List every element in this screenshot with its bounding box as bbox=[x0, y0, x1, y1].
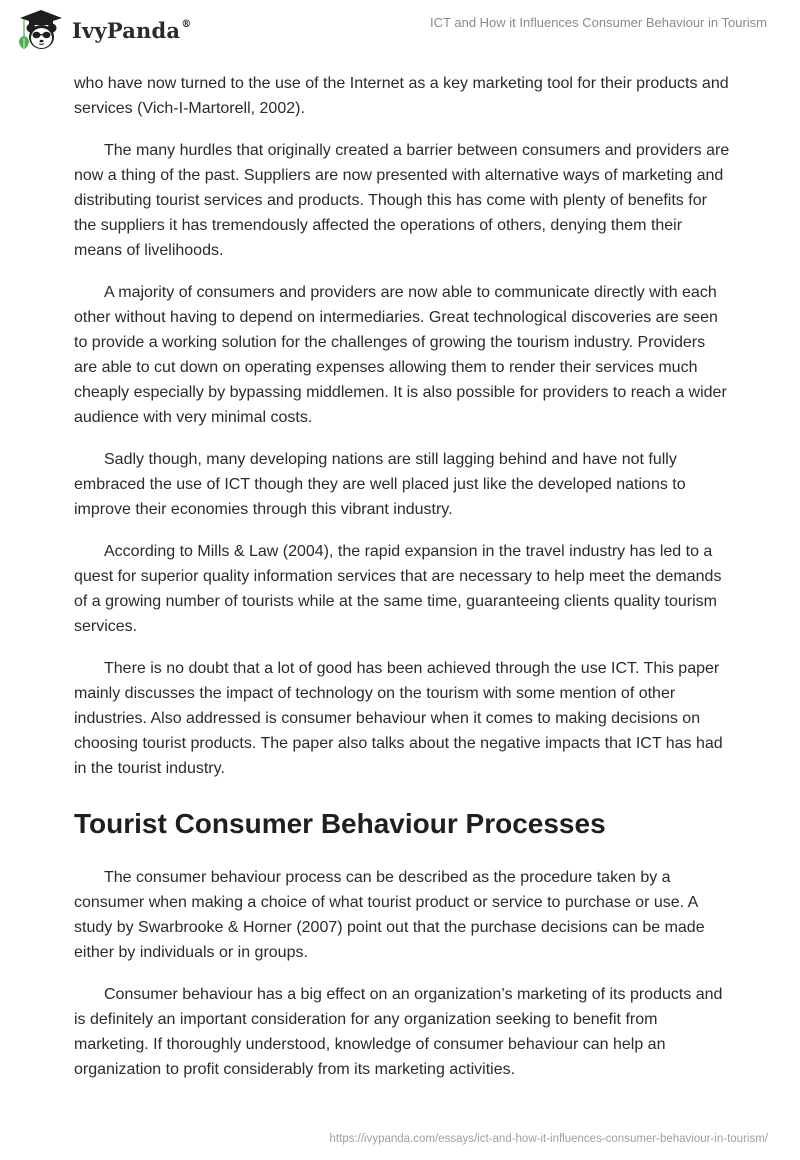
ivypanda-logo[interactable] bbox=[16, 7, 191, 53]
section-heading: Tourist Consumer Behaviour Processes bbox=[74, 808, 606, 839]
paragraph: There is no doubt that a lot of good has been achieved through the use ICT. This paper mainly discusses the impact of technology on the tourism with some mention of other industries. Also addressed is consumer behaviour when it comes to making decisions on choosing tourist products. The paper also talks about the negative impacts that ICT has had in the tourist industry. bbox=[74, 660, 723, 777]
document-title: ICT and How it Influences Consumer Behaviour in Tourism bbox=[430, 15, 767, 30]
paragraph: Consumer behaviour has a big effect on an organization’s marketing of its products and is definitely an important consideration for any organization seeking to benefit from marketing. If thoroughly understood, knowledge of consumer behaviour can help an organization to profit considerably from its marketing activities. bbox=[74, 986, 723, 1078]
paragraph: The many hurdles that originally created a barrier between consumers and providers are now a thing of the past. Suppliers are now presented with alternative ways of marketing and distributing tourist services and products. Though this has come with plenty of benefits for the suppliers it has tremendously affected the operations of others, denying them their means of livelihoods. bbox=[74, 142, 730, 259]
paragraph: A majority of consumers and providers are now able to communicate directly with each other without having to depend on intermediaries. Great technological discoveries are seen to provide a working solution for the challenges of growing the tourism industry. Providers are able to cut down on operating expenses allowing them to render their services much cheaply especially by bypassing middlemen. It is also possible for providers to reach a wider audience with very minimal costs. bbox=[74, 284, 727, 426]
paragraph-continuation: who have now turned to the use of the Internet as a key marketing tool for their products and services (Vich-I-Martorell, 2002). bbox=[74, 75, 729, 117]
article-body bbox=[74, 71, 730, 1099]
registered-mark: ® bbox=[181, 18, 192, 30]
paragraph: According to Mills & Law (2004), the rapid expansion in the travel industry has led to a quest for superior quality information services that are necessary to help meet the demands of a growing number of tourists while at the same time, guaranteeing clients quality tourism services. bbox=[74, 543, 722, 635]
paragraph: Sadly though, many developing nations are still lagging behind and have not fully embraced the use of ICT though they are well placed just like the developed nations to improve their economies through this vibrant industry. bbox=[74, 451, 686, 518]
source-url: https://ivypanda.com/essays/ict-and-how-it-influences-consumer-behaviour-in-tourism/ bbox=[329, 1133, 768, 1145]
page-header bbox=[0, 0, 800, 60]
brand-name: IvyPanda® bbox=[72, 17, 192, 43]
paragraph: The consumer behaviour process can be described as the procedure taken by a consumer when making a choice of what tourist product or service to purchase or use. A study by Swarbrooke & Horner (2007) point out that the purchase decisions can be made either by individuals or in groups. bbox=[74, 869, 705, 961]
panda-graduation-cap-icon bbox=[16, 7, 64, 53]
